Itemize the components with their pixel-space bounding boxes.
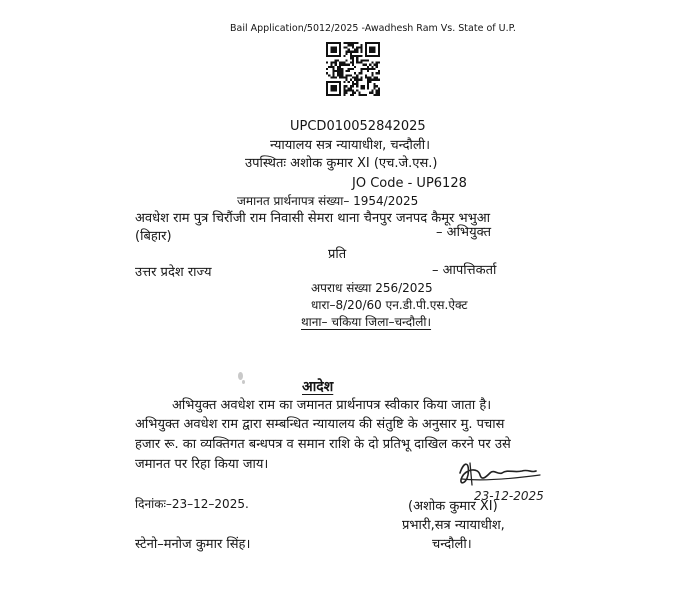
signature-date: 23-12-2025: [474, 489, 544, 503]
application-number: जमानत प्रार्थनापत्र संख्या– 1954/2025: [237, 194, 419, 208]
accused-role: – अभियुक्त: [436, 225, 491, 240]
judge-place: चन्दौली।: [432, 537, 472, 552]
police-station: थाना– चकिया जिला–चन्दौली।: [301, 315, 432, 329]
crime-number: अपराध संख्या 256/2025: [311, 281, 433, 295]
order-date: दिनांकः–23–12–2025.: [135, 497, 249, 511]
crime-section: धारा–8/20/60 एन.डी.पी.एस.ऐक्ट: [311, 298, 468, 312]
court-name: न्यायालय सत्र न्यायाधीश, चन्दौली।: [270, 138, 430, 153]
presiding-officer: उपस्थितः अशोक कुमार XI (एच.जे.एस.): [245, 156, 438, 171]
order-line-3: हजार रू. का व्यक्तिगत बन्धपत्र व समान राशि के दो प्रतिभू दाखिल करने पर उसे: [135, 437, 511, 452]
judge-name: (अशोक कुमार XI): [408, 499, 498, 514]
qr-code-icon: [326, 42, 380, 96]
versus-label: प्रति: [328, 247, 347, 262]
accused-state: (बिहार): [135, 229, 172, 244]
order-line-4: जमानत पर रिहा किया जाय।: [135, 457, 269, 472]
state-party: उत्तर प्रदेश राज्य: [135, 265, 212, 280]
jo-code: JO Code - UP6128: [352, 176, 467, 191]
order-line-2: अभियुक्त अवधेश राम द्वारा सम्बन्धित न्यायालय की संतुष्टि के अनुसार मु. पचास: [135, 417, 505, 432]
ink-stain: [242, 380, 245, 384]
stenographer: स्टेनो–मनोज कुमार सिंह।: [135, 537, 251, 552]
state-role: – आपत्तिकर्ता: [432, 263, 497, 278]
judge-designation: प्रभारी,सत्र न्यायाधीश,: [402, 518, 505, 533]
case-title: Bail Application/5012/2025 -Awadhesh Ram Vs. State of U.P.: [230, 23, 516, 34]
order-heading: आदेश: [302, 379, 334, 395]
handwritten-signature: [450, 455, 570, 507]
ink-stain: [238, 372, 243, 380]
order-line-1: अभियुक्त अवधेश राम का जमानत प्रार्थनापत्र स्वीकार किया जाता है।: [172, 398, 492, 413]
accused-details: अवधेश राम पुत्र चिरौंजी राम निवासी सेमरा थाना चैनपुर जनपद कैमूर भभुआ: [135, 211, 491, 226]
qr-code-text: UPCD010052842025: [290, 119, 426, 134]
